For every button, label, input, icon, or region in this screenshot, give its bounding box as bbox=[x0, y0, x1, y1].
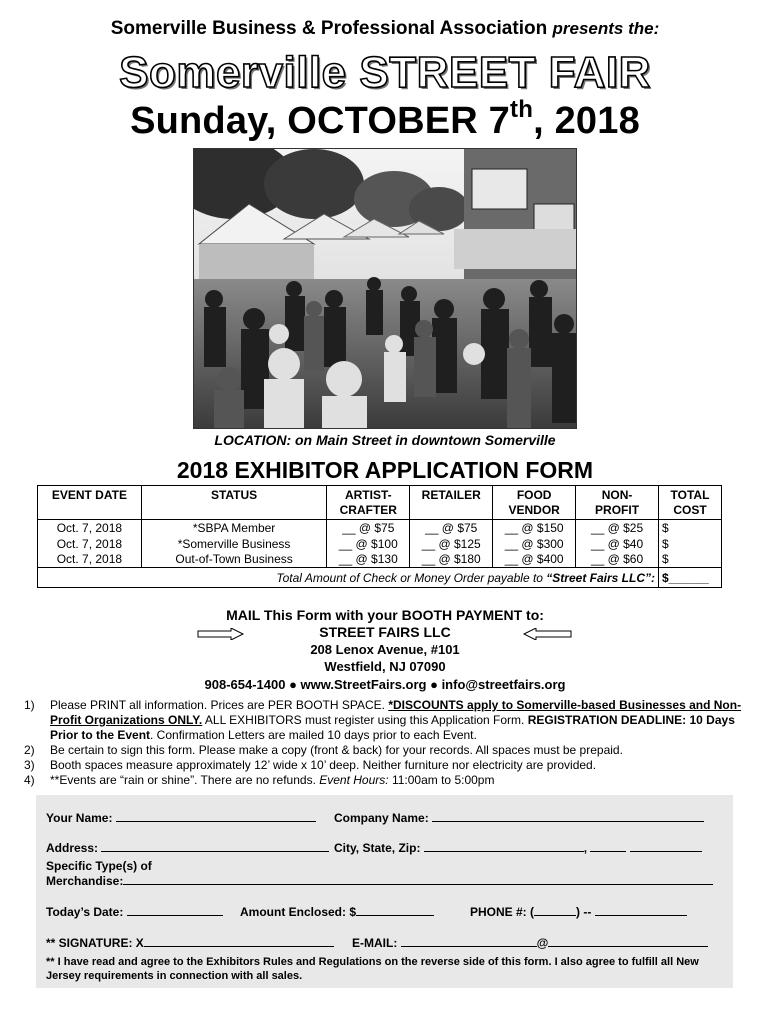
city-state-zip-field[interactable]: City, State, Zip: , bbox=[334, 841, 702, 855]
street-fair-photo bbox=[193, 148, 577, 429]
list-item bbox=[24, 743, 744, 758]
event-date bbox=[0, 96, 770, 143]
list-item bbox=[24, 758, 744, 773]
company-name-label: Company Name: bbox=[334, 811, 429, 825]
organization-name: Somerville Business & Professional Association bbox=[110, 18, 548, 39]
table-header-row bbox=[38, 486, 722, 520]
list-item bbox=[24, 773, 744, 788]
amount-enclosed-label: Amount Enclosed: $ bbox=[240, 905, 357, 919]
todays-date-field[interactable] bbox=[46, 905, 223, 919]
event-title: Somerville STREET FAIR bbox=[119, 48, 651, 97]
cell-status: *Somerville Business bbox=[141, 536, 327, 552]
header-artist-crafter: ARTIST- CRAFTER bbox=[327, 486, 410, 520]
cell-nonprofit[interactable]: __ @ $40 bbox=[576, 536, 659, 552]
list-item bbox=[24, 698, 744, 743]
contact-line: 908-654-1400 ● www.StreetFairs.org ● info@streetfairs.org bbox=[204, 677, 566, 692]
email-domain-line[interactable] bbox=[548, 936, 708, 947]
merchandise-line[interactable] bbox=[123, 874, 713, 885]
company-name-line[interactable] bbox=[432, 811, 704, 822]
state-line[interactable] bbox=[590, 841, 626, 852]
table-row bbox=[38, 536, 722, 552]
header-non-profit: NON- PROFIT bbox=[576, 486, 659, 520]
cell-nonprofit[interactable]: __ @ $25 bbox=[576, 520, 659, 536]
cell-food[interactable]: __ @ $150 bbox=[493, 520, 576, 536]
total-row bbox=[38, 568, 722, 588]
phone-line[interactable] bbox=[595, 905, 687, 916]
pricing-table bbox=[37, 485, 722, 588]
merchandise-label: Merchandise: bbox=[46, 874, 124, 888]
header-food-vendor: FOOD VENDOR bbox=[493, 486, 576, 520]
rule-text: **Events are “rain or shine”. There are no refunds. bbox=[50, 773, 320, 787]
email-label: E-MAIL: bbox=[352, 936, 398, 950]
your-name-line[interactable] bbox=[116, 811, 316, 822]
zip-line[interactable] bbox=[630, 841, 702, 852]
mail-city: Westfield, NJ 07090 bbox=[324, 659, 446, 674]
signature-line[interactable] bbox=[144, 936, 334, 947]
city-line[interactable] bbox=[424, 841, 584, 852]
payee-name: “Street Fairs LLC”: bbox=[546, 570, 655, 585]
area-code-line[interactable] bbox=[534, 905, 576, 916]
cell-date: Oct. 7, 2018 bbox=[38, 536, 142, 552]
cell-artist[interactable]: __ @ $100 bbox=[327, 536, 410, 552]
phone-field[interactable] bbox=[470, 905, 687, 919]
form-title: 2018 EXHIBITOR APPLICATION FORM bbox=[176, 457, 594, 483]
header-event-date: EVENT DATE bbox=[38, 486, 142, 520]
signature-label: ** SIGNATURE: X bbox=[46, 936, 144, 950]
applicant-form bbox=[36, 795, 733, 988]
rule-text: ALL EXHIBITORS must register using this Application Form. bbox=[202, 713, 528, 727]
mail-company-name: STREET FAIRS LLC bbox=[319, 624, 451, 640]
cell-total[interactable]: $ bbox=[658, 520, 721, 536]
cell-retailer[interactable]: __ @ $75 bbox=[410, 520, 493, 536]
table-row bbox=[38, 520, 722, 536]
address-field[interactable] bbox=[46, 841, 329, 855]
merchandise-field[interactable] bbox=[46, 874, 713, 888]
company-name-field[interactable] bbox=[334, 811, 704, 825]
cell-nonprofit[interactable]: __ @ $60 bbox=[576, 552, 659, 568]
header-total-cost: TOTAL COST bbox=[658, 486, 721, 520]
todays-date-label: Today’s Date: bbox=[46, 905, 124, 919]
location-caption: LOCATION: on Main Street in downtown Somerville bbox=[214, 432, 556, 448]
organization-header bbox=[0, 18, 770, 40]
your-name-field[interactable] bbox=[46, 811, 316, 825]
todays-date-line[interactable] bbox=[127, 905, 223, 916]
total-label-text: Total Amount of Check or Money Order payable to bbox=[276, 570, 547, 585]
cell-artist[interactable]: __ @ $75 bbox=[327, 520, 410, 536]
cell-total[interactable]: $ bbox=[658, 552, 721, 568]
email-at: @ bbox=[536, 936, 549, 950]
city-state-zip-label: City, State, Zip: bbox=[334, 841, 421, 855]
rules-list bbox=[24, 698, 744, 788]
event-hours: 11:00am to 5:00pm bbox=[388, 773, 495, 787]
email-user-line[interactable] bbox=[401, 936, 537, 947]
event-date-ordinal: th bbox=[510, 96, 534, 123]
email-field[interactable] bbox=[352, 936, 708, 950]
list-number: 4) bbox=[24, 773, 35, 787]
rule-text: Booth spaces measure approximately 12’ wide x 10’ deep. Neither furniture nor electricity are provided. bbox=[50, 758, 597, 772]
list-number: 1) bbox=[24, 698, 35, 712]
rule-text: Be certain to sign this form. Please make a copy (front & back) for your records. All spaces must be prepaid. bbox=[50, 743, 623, 757]
cell-date: Oct. 7, 2018 bbox=[38, 552, 142, 568]
right-arrow-icon bbox=[197, 628, 245, 640]
event-date-prefix: Sunday, OCTOBER 7 bbox=[130, 100, 511, 142]
table-row bbox=[38, 552, 722, 568]
event-date-suffix: , 2018 bbox=[533, 100, 640, 142]
agreement-text: ** I have read and agree to the Exhibitors Rules and Regulations on the reverse side of this form. I also agree to fulfill all New Jersey requirements in connection with all sales. bbox=[46, 956, 699, 982]
presents-text: presents the: bbox=[552, 19, 660, 38]
event-hours-label: Event Hours: bbox=[319, 773, 389, 787]
address-line[interactable] bbox=[101, 841, 329, 852]
mail-instruction: MAIL This Form with your BOOTH PAYMENT to: bbox=[226, 607, 544, 623]
phone-separator: ) -- bbox=[576, 905, 592, 919]
left-arrow-icon bbox=[522, 628, 572, 640]
cell-food[interactable]: __ @ $300 bbox=[493, 536, 576, 552]
cell-total[interactable]: $ bbox=[658, 536, 721, 552]
deadline-note: REGISTRATION DEADLINE: 10 Days Prior to the Event bbox=[50, 713, 735, 742]
total-label bbox=[38, 568, 659, 588]
amount-line[interactable] bbox=[356, 905, 434, 916]
mail-street: 208 Lenox Avenue, #101 bbox=[310, 642, 460, 657]
rule-text: . Confirmation Letters are mailed 10 days prior to each Event. bbox=[150, 728, 477, 742]
cell-status: Out-of-Town Business bbox=[141, 552, 327, 568]
cell-date: Oct. 7, 2018 bbox=[38, 520, 142, 536]
amount-enclosed-field[interactable] bbox=[240, 905, 434, 919]
discount-note: *DISCOUNTS apply to Somerville-based Businesses and Non-Profit Organizations ONLY. bbox=[50, 698, 742, 727]
list-number: 3) bbox=[24, 758, 35, 772]
address-label: Address: bbox=[46, 841, 99, 855]
cell-retailer[interactable]: __ @ $180 bbox=[410, 552, 493, 568]
signature-field[interactable] bbox=[46, 936, 334, 950]
phone-label: PHONE #: ( bbox=[470, 905, 535, 919]
total-amount-field[interactable]: $______ bbox=[658, 568, 721, 588]
specific-types-label: Specific Type(s) of bbox=[46, 859, 152, 873]
list-number: 2) bbox=[24, 743, 35, 757]
header-status: STATUS bbox=[141, 486, 327, 520]
your-name-label: Your Name: bbox=[46, 811, 113, 825]
cell-status: *SBPA Member bbox=[141, 520, 327, 536]
header-retailer: RETAILER bbox=[410, 486, 493, 520]
rule-text: Please PRINT all information. Prices are PER BOOTH SPACE. bbox=[50, 698, 389, 712]
cell-retailer[interactable]: __ @ $125 bbox=[410, 536, 493, 552]
cell-food[interactable]: __ @ $400 bbox=[493, 552, 576, 568]
cell-artist[interactable]: __ @ $130 bbox=[327, 552, 410, 568]
